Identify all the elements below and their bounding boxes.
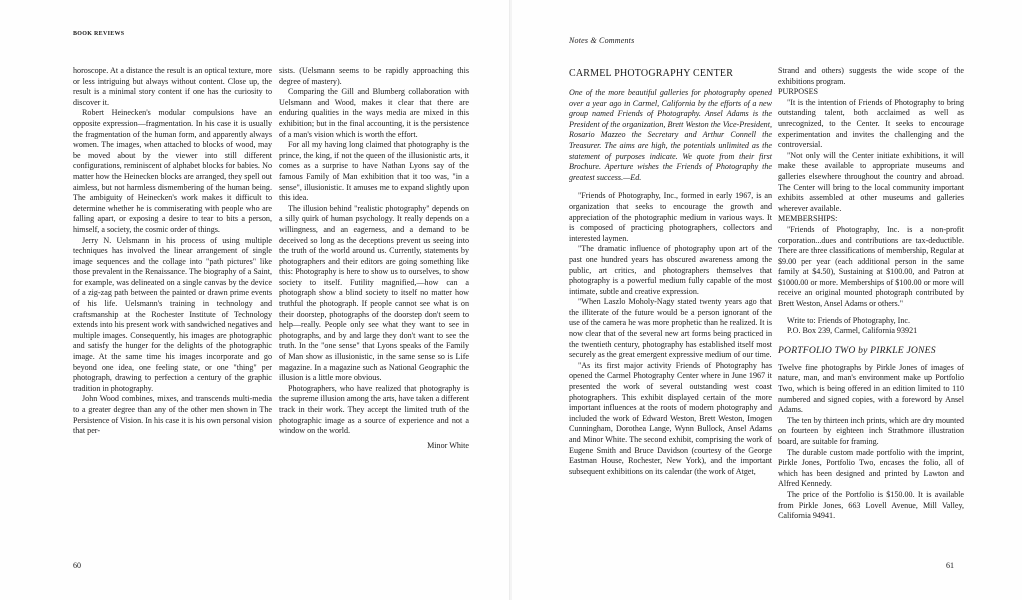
address: P.O. Box 239, Carmel, California 93921 xyxy=(787,326,918,336)
paragraph: "It is the intention of Friends of Photography to bring outstanding talent, both acclaimed as well as unrecognized, to the Center. It seeks to encourage experimentation and invites the challenging and the controversial. xyxy=(778,97,964,150)
paragraph: horoscope. At a distance the result is an optical texture, more or less intriguing but always without content. Close up, the result is a minimal story content if one has the curiosity to discover it. xyxy=(73,66,272,107)
paragraph: "The dramatic influence of photography upon art of the past one hundred years has obscured awareness among the public, art critics, and photographers themselves that photography is a powerful medium fully capable of the most intimate, subtle and creative expression. xyxy=(569,244,772,296)
paragraph: The price of the Portfolio is $150.00. It is available from Pirkle Jones, 663 Lovell Avenue, Mill Valley, California 94941. xyxy=(778,489,964,521)
right-column-1 xyxy=(569,66,772,477)
paragraph: Photographers, who have realized that photography is the supreme illusion among the arts, have taken a different track in their work. They accept the limited truth of the photographic image as a source of experience and not a window on the world. xyxy=(279,383,469,436)
write-to: Write to: Friends of Photography, Inc. xyxy=(787,315,911,325)
page-number-left: 60 xyxy=(73,561,81,570)
purposes-heading: PURPOSES xyxy=(778,87,819,97)
paragraph: "When Laszlo Moholy-Nagy stated twenty years ago that the illiterate of the future would be a person ignorant of the use of the camera he was more prophetic than he realized. It is now clear that of the several new art forms being practiced in the twentieth century, photography has established itself most securely as the great emergent expressive medium of our time. xyxy=(569,297,772,360)
paragraph: Twelve fine photographs by Pirkle Jones of images of nature, man, and man's environment make up Portfolio Two, which is being offered in an edition limited to 110 numbered and signed copies, with a foreword by Ansel Adams. xyxy=(778,362,964,415)
author-signature: Minor White xyxy=(427,440,469,450)
paragraph: John Wood combines, mixes, and transcends multi-media to a greater degree than any of the other men shown in The Persistence of Vision. In his case it is his own personal vision that per- xyxy=(73,394,272,436)
paragraph: Comparing the Gill and Blumberg collaboration with Uelsmann and Wood, makes it clear that there are enduring qualities in the ways media are mixed in this exhibition; but in the final accounting, it is the persistence of a man's vision which is worth the effort. xyxy=(279,87,469,139)
left-column-2 xyxy=(279,66,469,451)
paragraph: Jerry N. Uelsmann in his process of using multiple techniques has involved the linear arrangement of single image sequences and the collage into "path pictures" like those prevalent in the Renaissance. The biography of a Saint, for example, was delineated on a single canvas by the device of a zig-zag path between the painted or drawn prime events of his life. Uelsmann's training in technology and craftsmanship at the Rochester Institute of Technology extends into his present work with sandwiched negatives and multiple images. Consequently, his images are photographic and satisfy the hunger for the delights of the photographic image. At the same time his images incorporate and go beyond one idea, one feeling state, or one "thing" per photograph, drawing to perfection a century of the graphic tradition in photography. xyxy=(73,235,272,393)
paragraph: Strand and others) suggests the wide scope of the exhibitions program. xyxy=(778,66,964,86)
right-column-2 xyxy=(778,66,964,522)
memberships-heading: MEMBERSHIPS: xyxy=(778,214,838,224)
page-number-right: 61 xyxy=(946,561,954,570)
paragraph: sists. (Uelsmann seems to be rapidly approaching this degree of mastery). xyxy=(279,66,469,86)
paragraph: The ten by thirteen inch prints, which are dry mounted on fourteen by eighteen inch Strathmore illustration board, are suitable for framing. xyxy=(778,415,964,446)
left-column-1 xyxy=(73,66,272,437)
paragraph: "Friends of Photography, Inc., formed in early 1967, is an organization that seeks to encourage the growth and appreciation of the photographic medium in various ways. It is composed of practicing photographers, collectors and interested laymen. xyxy=(569,191,772,243)
paragraph: "Friends of Photography, Inc. is a non-profit corporation...dues and contributions are tax-deductible. There are three classifications of membership, Regular at $9.00 per year (each additional person in the same family at $4.50), Sustaining at $100.00, and Patron at $1000.00 or more. Memberships of $100.00 or more will receive an original mounted photograph contributed by Brett Weston, Ansel Adams or others." xyxy=(778,224,964,309)
paragraph: The illusion behind "realistic photography" depends on a silly quirk of human psychology. It really depends on a willingness, and an eagerness, and a demand to be deceived so long as the deceptions prevent us seeing into the truth of the world around us. Currently, statements by photographers and their editors are going something like this: Photography is here to show us to ourselves, to show society to itself. Futility magnified,—how can a photograph show a blind society to itself no matter how truthful the photograph. If people cannot see what is on their doorstep, photographs of the doorstep don't seem to help—really. People only see what they want to see in photographs, and by and large they don't want to see the truth. In the "one sense" that Lyons speaks of the Family of Man show as illusionistic, in the same sense so is Life magazine. In a magazine such as National Geographic the illusion is a little more obvious. xyxy=(279,203,469,383)
right-page xyxy=(512,0,1022,600)
article-title: CARMEL PHOTOGRAPHY CENTER xyxy=(569,68,734,79)
running-head-left: BOOK REVIEWS xyxy=(73,31,125,37)
running-head-right: Notes & Comments xyxy=(569,36,635,45)
editor-intro: One of the more beautiful galleries for photography opened over a year ago in Carmel, California by the efforts of a new group named Friends of Photography. Ansel Adams is the President of the organization, Brett Weston the Vice-President, Rosario Mazzeo the Secretary and Arthur Connell the Treasurer. The aims are high, the potentials unlimited as the statement of purposes indicate. We quote from their first Brochure. Aperture wishes the Friends of Photography the greatest success.—Ed. xyxy=(569,88,772,182)
portfolio-title: PORTFOLIO TWO by PIRKLE JONES xyxy=(778,344,936,356)
paragraph: Robert Heinecken's modular compulsions have an opposite expression—fragmentation. In his case it is usually the fragmentation of the human form, and apparently always women. The images, when attached to blocks of wood, may be moved about by the viewer into still different configurations, reminiscent of alphabet blocks for babies. No matter how the Heinecken blocks are arranged, they spell out aimless, but not harmless dismembering of the human being. The ambiguity of Heinecken's work makes it difficult to determine whether he is commiserating with people who are falling apart, or exposing a desire to tear to bits a person, himself, a society, the cosmic order of things. xyxy=(73,108,272,234)
left-page xyxy=(0,0,510,600)
paragraph: The durable custom made portfolio with the imprint, Pirkle Jones, Portfolio Two, encases the folio, all of which has been designed and printed by Lawton and Alfred Kennedy. xyxy=(778,447,964,489)
paragraph: "As its first major activity Friends of Photography has opened the Carmel Photography Center where in June 1967 it presented the work of several outstanding west coast photographers. This exhibit displayed certain of the more important influences at the roots of modern photography and included the work of Edward Weston, Brett Weston, Imogen Cunningham, Dorothea Lange, Wynn Bullock, Ansel Adams and Minor White. The second exhibit, comprising the work of Eugene Smith and Bruce Davidson (courtesy of the George Eastman House, Rochester, New York), and the important subsequent exhibitions on its calendar (the work of Atget, xyxy=(569,360,772,476)
paragraph: "Not only will the Center initiate exhibitions, it will make these available to appropriate museums and galleries elsewhere throughout the country and abroad. The Center will bring to the local community important exhibits assembled at other museums and galleries wherever available. xyxy=(778,150,964,213)
paragraph: For all my having long claimed that photography is the prince, the king, if not the queen of the illusionistic arts, it comes as a surprise to have Nathan Lyons say of the famous Family of Man exhibition that it too was, "in a sense", illusionistic. It amuses me to expand slightly upon this idea. xyxy=(279,140,469,203)
